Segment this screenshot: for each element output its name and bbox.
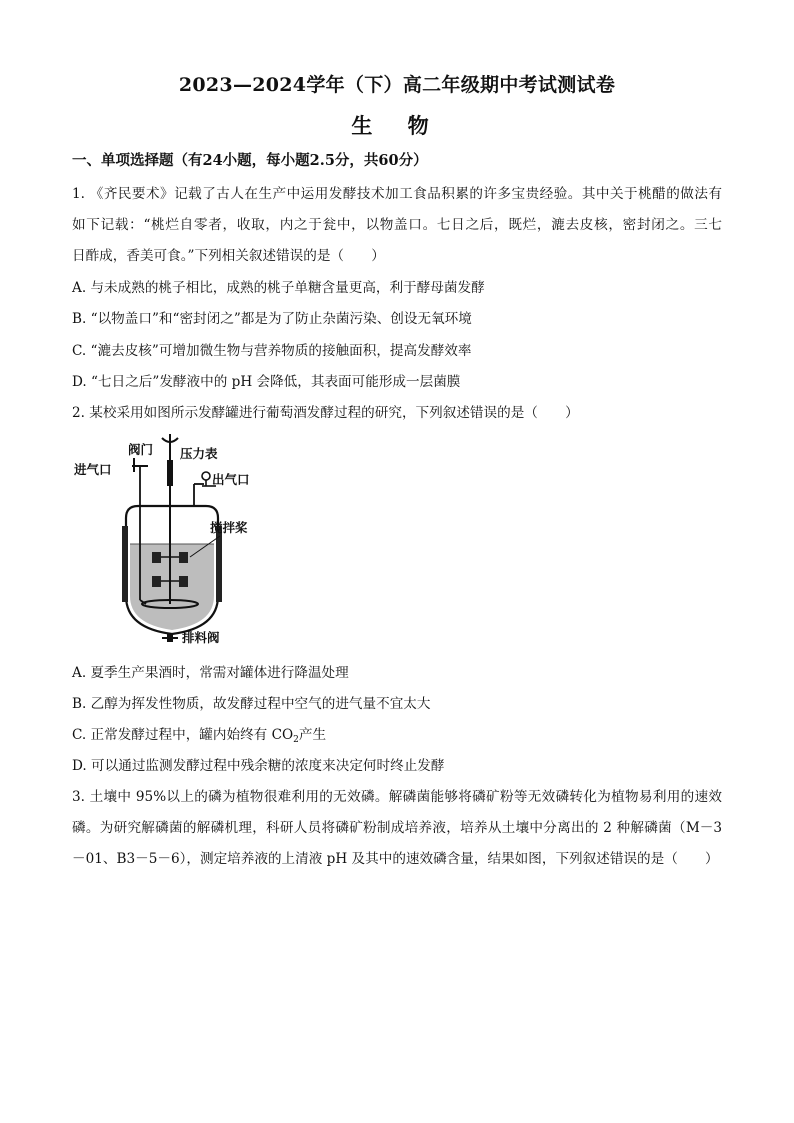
q3-stem-line3: －01、B3－5－6），测定培养液的上清液 pH 及其中的速效磷含量，结果如图，下列叙述错误的是（ ） [72,851,719,867]
outlet-gauge [202,472,210,480]
label-valve: 阀门 [128,442,154,457]
label-stirrer: 搅拌桨 [210,520,248,535]
pressure-gauge-body [167,460,173,486]
q2-option-b: B. 乙醇为挥发性物质，故发酵过程中空气的进气量不宜太大 [72,696,431,712]
q3-stem-line1: 3. 土壤中 95%以上的磷为植物很难利用的无效磷。解磷菌能够将磷矿粉等无效磷转化为植物易利用的速效 [72,789,722,805]
q1-stem-line2: 如下记载：“桃烂自零者，收取，内之于瓮中，以物盖口。七日之后，既烂，漉去皮核，密封闭之。三七 [72,217,722,233]
q2-stem: 2. 某校采用如图所示发酵罐进行葡萄酒发酵过程的研究，下列叙述错误的是（ ） [72,405,579,421]
paddle-lr [179,576,188,587]
section-heading: 一、单项选择题（有24小题，每小题2.5分，共60分） [72,152,428,169]
q3-stem-line2: 磷。为研究解磷菌的解磷机理，科研人员将磷矿粉制成培养液，培养从土壤中分离出的 2 种解磷菌（M－3 [72,820,722,836]
paddle-ul [152,552,161,563]
q1-stem-line1: 1. 《齐民要术》记载了古人在生产中运用发酵技术加工食品积累的许多宝贵经验。其中关于桃醋的做法有 [72,186,722,202]
q2-option-d: D. 可以通过监测发酵过程中残余糖的浓度来决定何时终止发酵 [72,758,445,774]
label-pressure-gauge: 压力表 [180,446,218,461]
label-inlet: 进气口 [74,462,112,477]
paddle-ur [179,552,188,563]
jacket-right [216,526,222,602]
label-drain-valve: 排料阀 [182,630,220,645]
fermenter-diagram [70,428,250,646]
q2-option-a: A. 夏季生产果酒时，常需对罐体进行降温处理 [72,665,349,681]
q1-stem-line3: 日酢成，香美可食。”下列相关叙述错误的是（ ） [72,248,385,264]
exam-title: 2023—2024学年（下）高二年级期中考试测试卷 [178,74,616,96]
q2-option-c: C. 正常发酵过程中，罐内始终有 $CO_2$产生 [72,727,327,745]
label-outlet: 出气口 [212,472,250,487]
jacket-left [122,526,128,602]
subject-title: 生 物 [351,113,443,138]
paddle-ll [152,576,161,587]
q1-option-d: D. “七日之后”发酵液中的 pH 会降低，其表面可能形成一层菌膜 [72,374,461,390]
q1-option-a: A. 与未成熟的桃子相比，成熟的桃子单糖含量更高，利于酵母菌发酵 [72,280,485,296]
q1-option-b: B. “以物盖口”和“密封闭之”都是为了防止杂菌污染、创设无氧环境 [72,311,472,327]
q1-option-c: C. “漉去皮核”可增加微生物与营养物质的接触面积，提高发酵效率 [72,343,472,359]
